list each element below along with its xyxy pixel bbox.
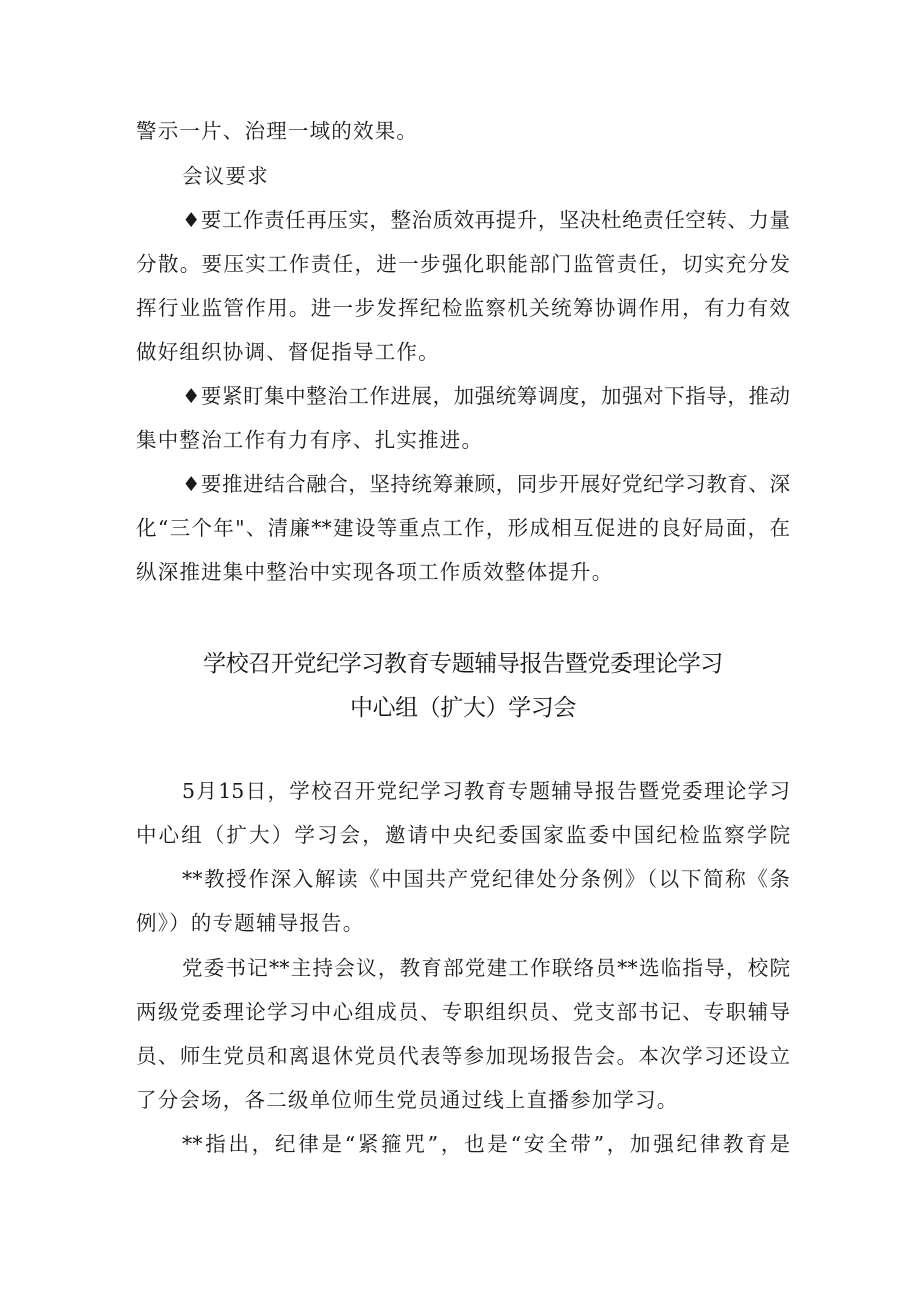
bullet-paragraph-line: ♦要紧盯集中整治工作进展，加强统筹调度，加强对下指导，推动 — [182, 384, 790, 408]
paragraph-line: 集中整治工作有力有序、扎实推进。 — [136, 428, 484, 452]
bullet-paragraph-line: ♦要工作责任再压实，整治质效再提升，坚决杜绝责任空转、力量 — [182, 208, 790, 232]
paragraph-line: 了分会场，各二级单位师生党员通过线上直播参加学习。 — [136, 1088, 679, 1112]
paragraph-line: **指出，纪律是“紧箍咒”，也是“安全带”，加强纪律教育是 — [182, 1132, 790, 1156]
paragraph-line: 警示一片、治理一域的效果。 — [136, 119, 419, 143]
paragraph-line: **教授作深入解读《中国共产党纪律处分条例》（以下简称《条 — [182, 867, 790, 891]
paragraph-line: 例》）的专题辅导报告。 — [136, 911, 365, 935]
paragraph-line: 纵深推进集中整治中实现各项工作质效整体提升。 — [136, 560, 614, 584]
paragraph-line: 化“三个年"、清廉**建设等重点工作，形成相互促进的良好局面，在 — [136, 516, 790, 540]
article-title-line-2: 中心组（扩大）学习会 — [349, 695, 576, 721]
paragraph-line: 中心组（扩大）学习会，邀请中央纪委国家监委中国纪检监察学院 — [136, 823, 790, 847]
article-title-line-1: 学校召开党纪学习教育专题辅导报告暨党委理论学习 — [203, 651, 723, 677]
paragraph-line: 党委书记**主持会议，教育部党建工作联络员**选临指导，校院 — [182, 956, 790, 980]
section-heading: 会议要求 — [182, 164, 269, 188]
paragraph-line: 员、师生党员和离退休党员代表等参加现场报告会。本次学习还设立 — [136, 1044, 790, 1068]
paragraph-line: 做好组织协调、督促指导工作。 — [136, 340, 440, 364]
paragraph-line: 挥行业监管作用。进一步发挥纪检监察机关统筹协调作用，有力有效 — [136, 296, 790, 320]
paragraph-line: 5月15日，学校召开党纪学习教育专题辅导报告暨党委理论学习 — [182, 779, 790, 803]
paragraph-line: 分散。要压实工作责任，进一步强化职能部门监管责任，切实充分发 — [136, 252, 790, 276]
paragraph-line: 两级党委理论学习中心组成员、专职组织员、党支部书记、专职辅导 — [136, 1000, 790, 1024]
bullet-paragraph-line: ♦要推进结合融合，坚持统筹兼顾，同步开展好党纪学习教育、深 — [182, 472, 790, 496]
